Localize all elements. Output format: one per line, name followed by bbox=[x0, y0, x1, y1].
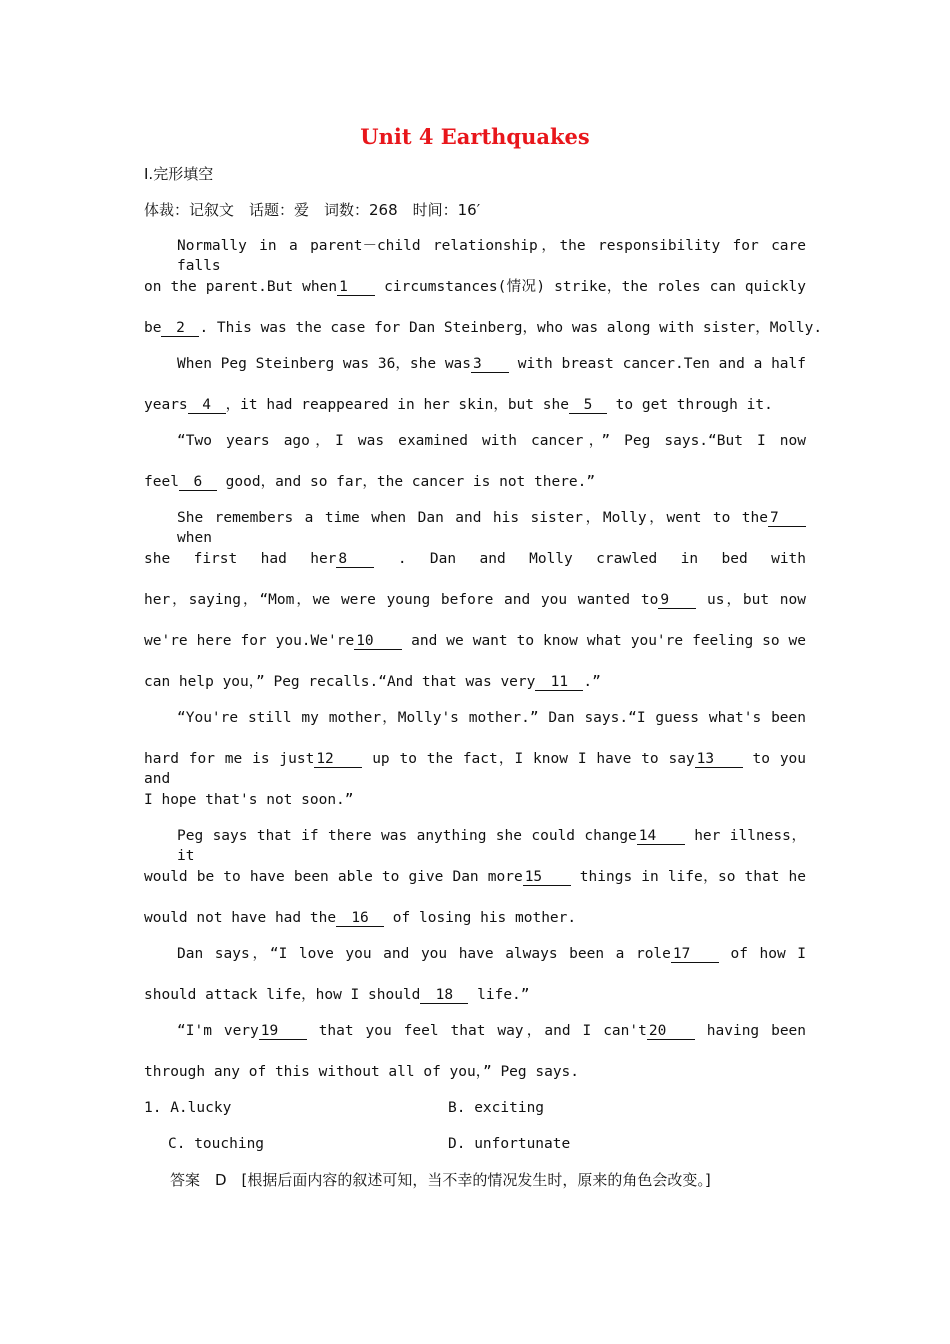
passage-line: should attack life，how I should 18 life.” bbox=[144, 987, 530, 1003]
passage-line: feel 6 good，and so far，the cancer is not there.” bbox=[144, 474, 596, 490]
passage-line: through any of this without all of you，” Peg says. bbox=[144, 1064, 580, 1080]
blank-19: 19 bbox=[259, 1023, 307, 1040]
option-c: C. touching bbox=[168, 1136, 265, 1152]
blank-6: 6 bbox=[179, 474, 217, 491]
passage-line: would not have had the 16 of losing his mother. bbox=[144, 910, 577, 926]
blank-13: 13 bbox=[695, 751, 743, 768]
passage-meta: 体裁：记叙文 话题：爱 词数：268 时间：16′ bbox=[144, 201, 481, 219]
blank-18: 18 bbox=[420, 987, 468, 1004]
blank-11: 11 bbox=[535, 674, 583, 691]
passage-line: Peg says that if there was anything she could change 14 her illness，it bbox=[177, 828, 807, 864]
blank-5: 5 bbox=[569, 397, 607, 414]
passage-line: I hope that's not soon.” bbox=[144, 792, 354, 808]
blank-3: 3 bbox=[471, 356, 509, 373]
passage-line: on the parent.But when 1 circumstances(情况) strike，the roles can quickly bbox=[144, 279, 806, 295]
page-title: Unit 4 Earthquakes bbox=[360, 124, 590, 149]
blank-7: 7 bbox=[768, 510, 806, 527]
passage-line: She remembers a time when Dan and his sister，Molly，went to the 7 when bbox=[177, 508, 806, 548]
blank-15: 15 bbox=[523, 869, 571, 886]
blank-17: 17 bbox=[671, 946, 719, 963]
blank-10: 10 bbox=[354, 633, 402, 650]
passage-line: years 4 ，it had reappeared in her skin，but she 5 to get through it. bbox=[144, 397, 773, 413]
blank-12: 12 bbox=[314, 751, 362, 768]
passage-line: hard for me is just 12 up to the fact，I know I have to say 13 to you and bbox=[144, 751, 807, 787]
passage-line: Normally in a parent－child relationship，the responsibility for care falls bbox=[177, 238, 806, 274]
passage-line: we're here for you.We're 10 and we want to know what you're feeling so we bbox=[144, 633, 807, 649]
passage-line: would be to have been able to give Dan more 15 things in life，so that he bbox=[144, 869, 807, 885]
blank-14: 14 bbox=[637, 828, 685, 845]
passage-line: “I'm very 19 that you feel that way，and I can't 20 having been bbox=[177, 1023, 807, 1039]
blank-9: 9 bbox=[658, 592, 696, 609]
blank-4: 4 bbox=[188, 397, 226, 414]
passage-line: she first had her 8 . Dan and Molly crawled in bed with bbox=[144, 551, 807, 567]
passage-line: her，saying，“Mom，we were young before and you wanted to 9 us，but now bbox=[144, 592, 806, 608]
passage-line: “You're still my mother，Molly's mother.” Dan says.“I guess what's been bbox=[177, 710, 806, 726]
answer-explanation: 答案 D [根据后面内容的叙述可知，当不幸的情况发生时，原来的角色会改变。] bbox=[170, 1171, 711, 1189]
section-heading: Ⅰ.完形填空 bbox=[144, 165, 214, 183]
passage-line: “Two years ago，I was examined with cancer，” Peg says.“But I now bbox=[177, 433, 806, 449]
blank-1: 1 bbox=[337, 279, 375, 296]
passage-line: can help you，” Peg recalls.“And that was very 11 .” bbox=[144, 674, 601, 690]
option-d: D. unfortunate bbox=[448, 1136, 571, 1152]
blank-20: 20 bbox=[647, 1023, 695, 1040]
blank-16: 16 bbox=[336, 910, 384, 927]
blank-8: 8 bbox=[336, 551, 374, 568]
passage-line: be 2 . This was the case for Dan Steinberg，who was along with sister，Molly. bbox=[144, 320, 823, 336]
passage-line: Dan says，“I love you and you have always been a role 17 of how I bbox=[177, 946, 807, 962]
blank-2: 2 bbox=[161, 320, 199, 337]
option-b: B. exciting bbox=[448, 1100, 545, 1116]
passage-line: When Peg Steinberg was 36，she was 3 with breast cancer.Ten and a half bbox=[177, 356, 806, 372]
option-a: 1. A.lucky bbox=[144, 1100, 232, 1116]
